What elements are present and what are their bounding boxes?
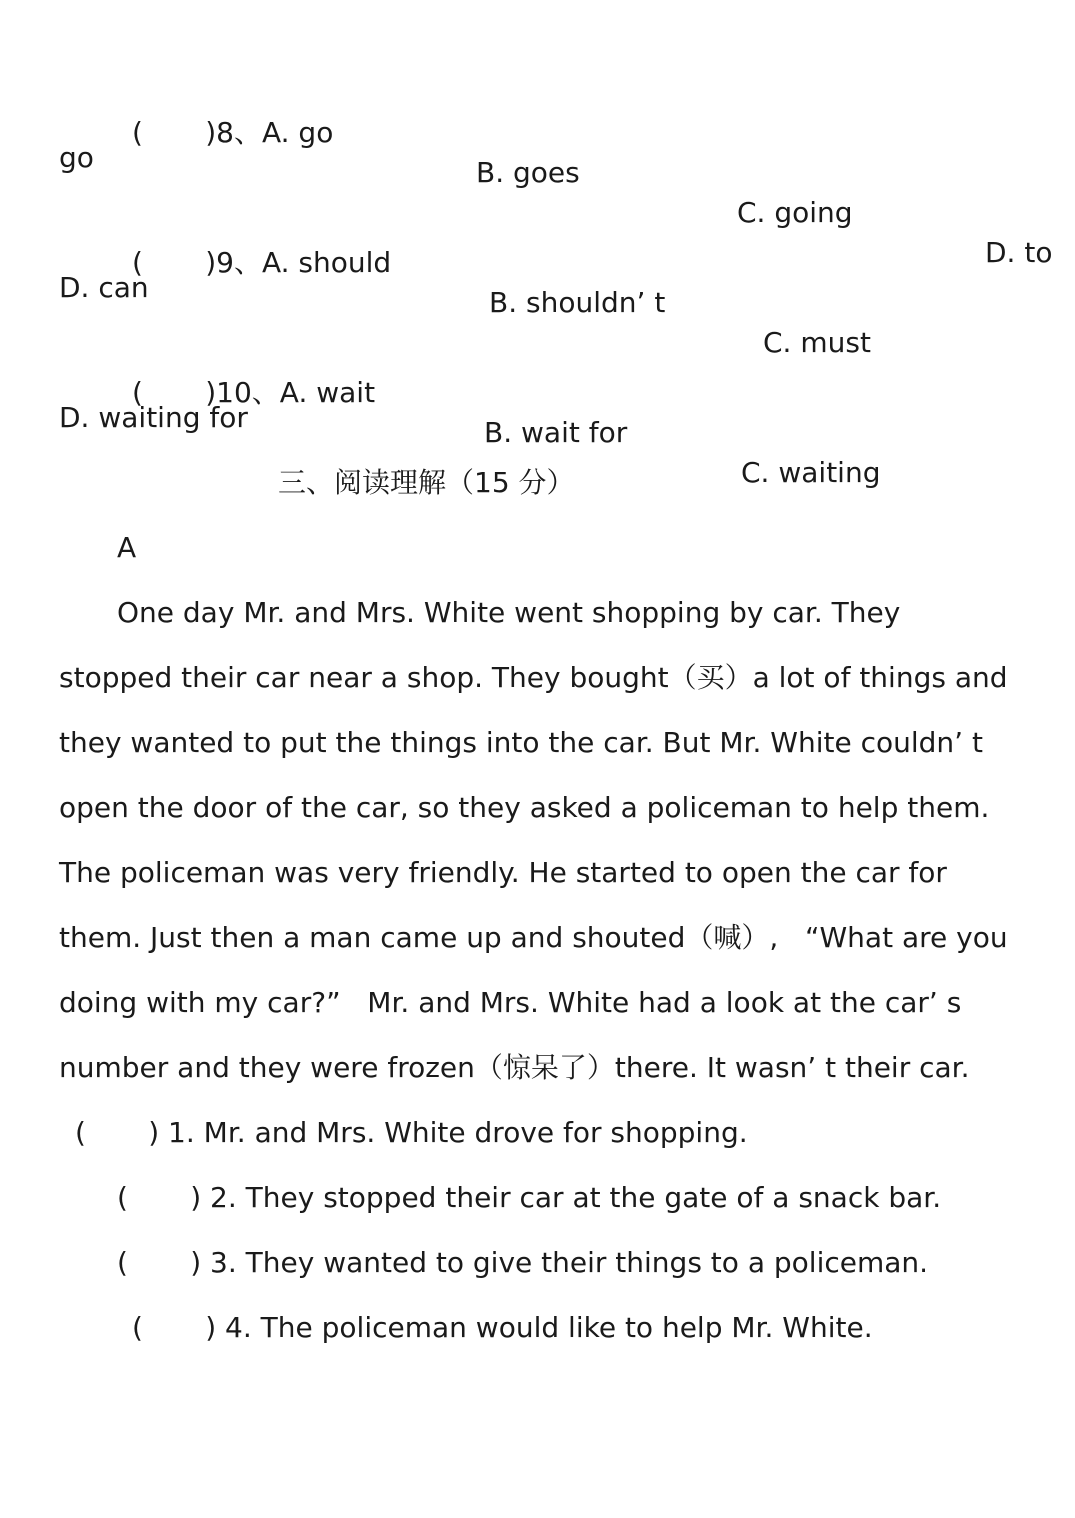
judgment-item-1: ( ) 1. Mr. and Mrs. White drove for shopping.: [75, 1116, 748, 1149]
passage-line: doing with my car?” Mr. and Mrs. White had a look at the car’ s: [59, 986, 962, 1019]
question-8-wrap: go: [59, 141, 94, 174]
passage-line: open the door of the car, so they asked a policeman to help them.: [59, 791, 990, 824]
question-10-option-c: C. waiting: [741, 456, 881, 489]
question-9-wrap: D. can: [59, 271, 149, 304]
passage-line: them. Just then a man came up and shouted（喊）, “What are you: [59, 921, 1008, 954]
judgment-item-3: ( ) 3. They wanted to give their things to a policeman.: [117, 1246, 929, 1279]
passage-line: The policeman was very friendly. He started to open the car for: [59, 856, 947, 889]
question-10-option-b: B. wait for: [484, 416, 628, 449]
question-8-option-b: B. goes: [476, 156, 580, 189]
passage-line: One day Mr. and Mrs. White went shopping by car. They: [117, 596, 901, 629]
question-9-option-c: C. must: [763, 326, 871, 359]
section-title: 三、阅读理解（15 分）: [278, 466, 575, 499]
judgment-item-4: ( ) 4. The policeman would like to help Mr. White.: [132, 1311, 873, 1344]
question-8-option-d: D. to: [985, 236, 1053, 269]
judgment-item-2: ( ) 2. They stopped their car at the gate of a snack bar.: [117, 1181, 942, 1214]
passage-line: stopped their car near a shop. They bought（买）a lot of things and: [59, 661, 1008, 694]
passage-line: they wanted to put the things into the car. But Mr. White couldn’ t: [59, 726, 983, 759]
passage-line: number and they were frozen（惊呆了）there. It wasn’ t their car.: [59, 1051, 970, 1084]
question-9-option-a: ( )9、A. should: [132, 246, 392, 279]
question-8-option-a: ( )8、A. go: [132, 116, 334, 149]
question-10-wrap: D. waiting for: [59, 401, 248, 434]
question-8-option-c: C. going: [737, 196, 853, 229]
question-10-option-a: ( )10、A. wait: [132, 376, 376, 409]
passage-label: A: [117, 531, 137, 564]
question-9-option-b: B. shouldn’ t: [489, 286, 666, 319]
